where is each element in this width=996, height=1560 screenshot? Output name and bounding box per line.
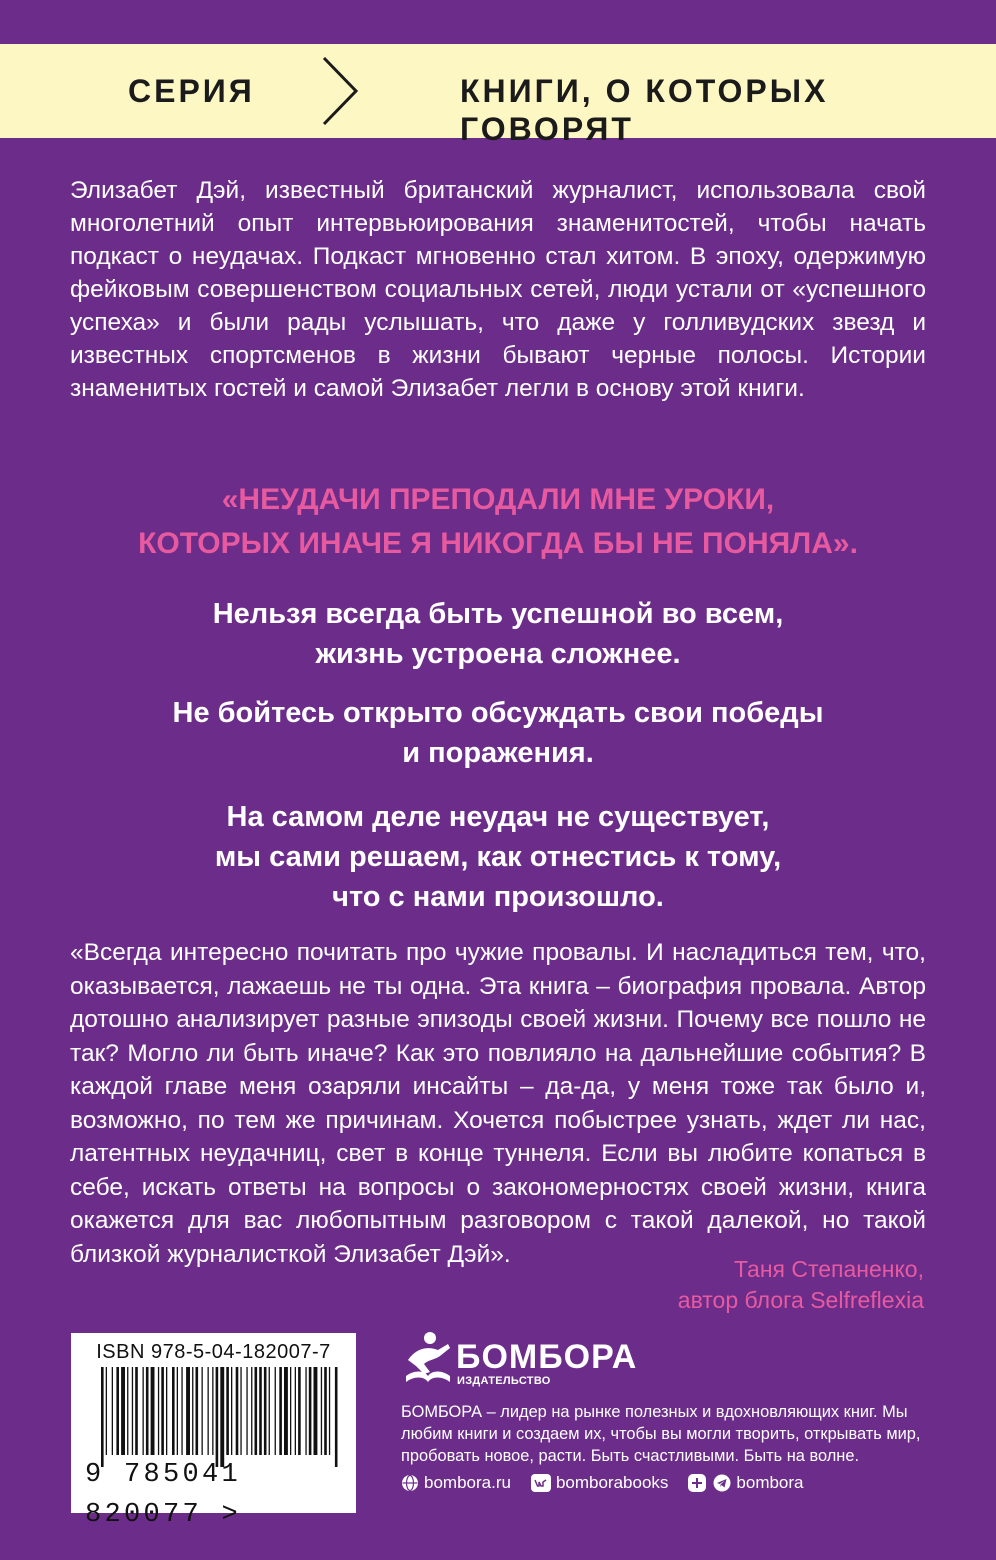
thesis-line: Не бойтесь открыто обсуждать свои победы	[172, 697, 824, 729]
thesis-line: Нельзя всегда быть успешной во всем,	[212, 598, 784, 630]
thesis-line: жизнь устроена сложнее.	[315, 638, 681, 670]
social-vk[interactable]	[531, 1473, 668, 1493]
plus-icon	[688, 1474, 706, 1492]
reviewer-name: Таня Степаненко,	[734, 1256, 924, 1282]
vk-icon	[531, 1474, 551, 1492]
thesis-2	[0, 693, 996, 773]
series-title: КНИГИ, О КОТОРЫХ ГОВОРЯТ	[460, 73, 829, 147]
social-site-label: bombora.ru	[424, 1473, 511, 1492]
pull-quote-line: КОТОРЫХ ИНАЧЕ Я НИКОГДА БЫ НЕ ПОНЯЛА».	[138, 527, 858, 560]
publisher-name: БОМБОРА	[456, 1338, 638, 1376]
social-messengers[interactable]	[688, 1473, 803, 1493]
thesis-1	[0, 594, 996, 674]
reviewer-role: автор блога Selfreflexia	[677, 1287, 924, 1313]
series-band	[0, 44, 996, 147]
social-messengers-label: bombora	[736, 1473, 804, 1492]
review-paragraph: «Всегда интересно почитать про чужие провалы. И насладиться тем, что, оказывается, лажаешь не ты одна. Эта книга – биография провала. Автор дотошно анализирует разные эпизоды своей жизни. Почему все пошло не так? Могло ли быть иначе? Как это повлияло на дальнейшие события? В каждой главе меня озаряли инсайты – да-да, у меня тоже так было и, возможно, по тем же причинам. Хочется побыстрее узнать, ждет ли нас, латентных неудачниц, свет в конце туннеля. Если вы любите копаться в себе, искать ответы на вопросы о закономерностях своей жизни, книга окажется для вас любопытным разговором с такой далекой, но такой близкой журналисткой Элизабет Дэй».	[70, 939, 926, 1268]
thesis-line: и поражения.	[402, 737, 594, 769]
series-label: СЕРИЯ	[128, 73, 255, 109]
social-links	[401, 1470, 824, 1496]
intro-paragraph: Элизабет Дэй, известный британский журналист, использовала свой многолетний опыт интервьюирования знаменитостей, чтобы начать подкаст о неудачах. Подкаст мгновенно стал хитом. В эпоху, одержимую фейковым совершенством социальных сетей, люди устали от «успешного успеха» и были рады услышать, что даже у голливудских звезд и известных спортсменов в жизни бывают черные полосы. Истории знаменитых гостей и самой Элизабет легли в основу этой книги.	[70, 177, 926, 402]
social-site[interactable]	[401, 1473, 511, 1493]
barcode-box	[71, 1333, 356, 1530]
thesis-3	[0, 797, 996, 917]
isbn-label: ISBN 978-5-04-182007-7	[96, 1341, 331, 1363]
pull-quote-line: «НЕУДАЧИ ПРЕПОДАЛИ МНЕ УРОКИ,	[221, 483, 775, 516]
telegram-icon	[713, 1474, 731, 1492]
bombora-logo-icon	[400, 1330, 456, 1390]
thesis-line: На самом деле неудач не существует,	[226, 801, 770, 833]
globe-icon	[401, 1474, 419, 1492]
publisher-description: БОМБОРА – лидер на рынке полезных и вдохновляющих книг. Мы любим книги и создаем их, чтобы вы могли творить, открывать мир, пробовать новое, расти. Быть счастливыми. Быть на волне.	[401, 1403, 921, 1465]
thesis-line: мы сами решаем, как отнестись к тому,	[214, 841, 782, 873]
publisher-subtitle: ИЗДАТЕЛЬСТВО	[457, 1375, 551, 1387]
social-vk-label: bomborabooks	[555, 1473, 669, 1492]
pull-quote	[0, 478, 996, 566]
barcode-digits: 9 785041 820077 >	[85, 1460, 242, 1530]
chevron-right-icon	[318, 54, 362, 128]
reviewer	[678, 1254, 924, 1316]
thesis-line: что с нами произошло.	[332, 881, 664, 913]
